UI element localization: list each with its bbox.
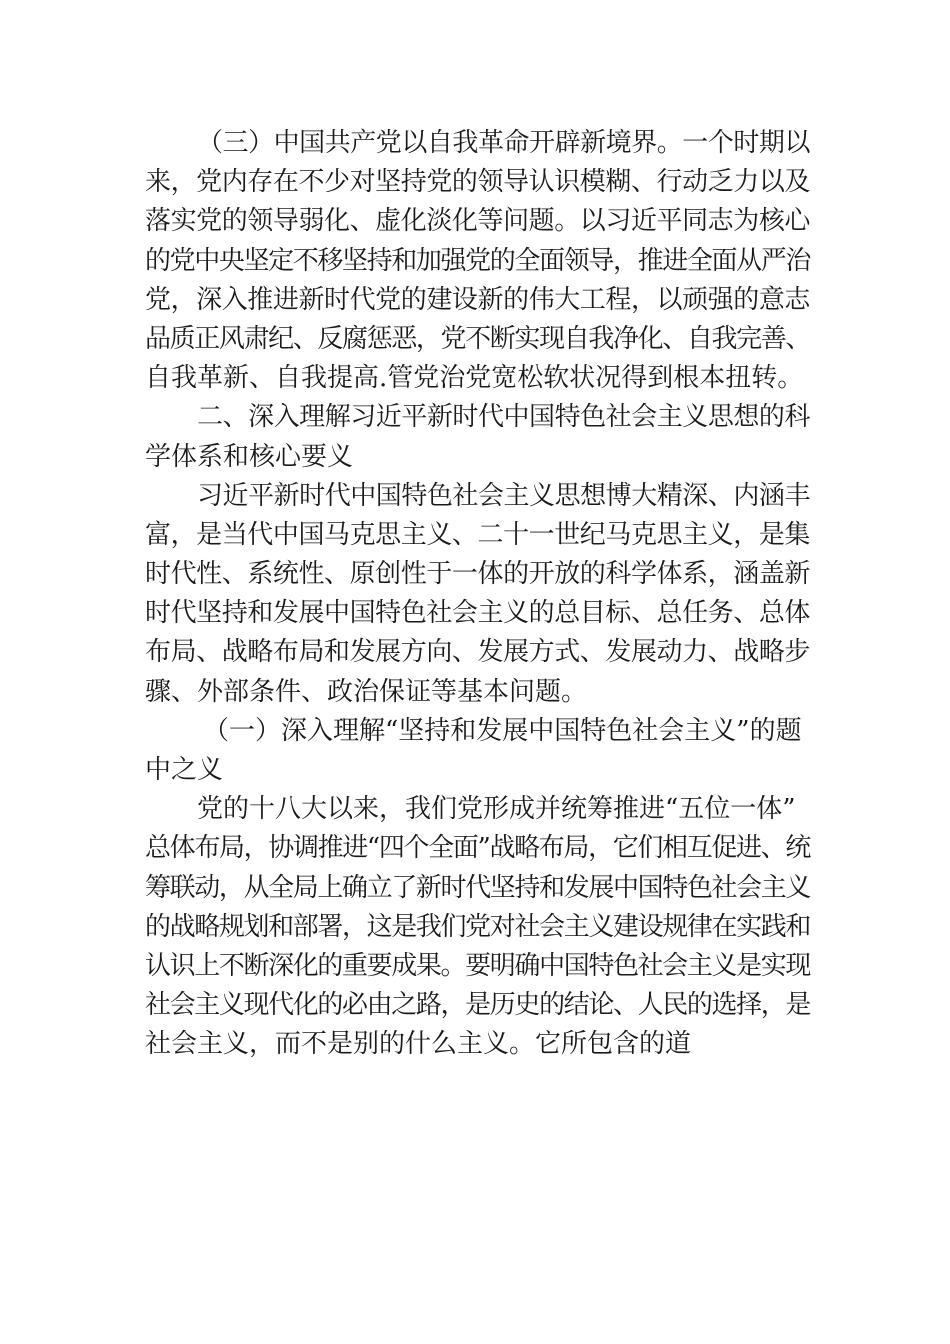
paragraph-line: 来，党内存在不少对坚持党的领导认识模糊、行动乏力以及 [145, 167, 810, 198]
paragraph-line: 品质正风肃纪、反腐惩恶，党不断实现自我净化、自我完善、 [145, 323, 810, 354]
paragraph-line: 社会主义，而不是别的什么主义。它所包含的道 [145, 1029, 692, 1060]
paragraph-line: 骤、外部条件、政治保证等基本问题。 [145, 676, 588, 707]
document-body [145, 124, 810, 1065]
paragraph-line: 富，是当代中国马克思主义、二十一世纪马克思主义，是集 [145, 519, 810, 550]
paragraph-line: （三）中国共产党以自我革命开辟新境界。一个时期以 [197, 128, 810, 158]
subsection-heading-line: （一）深入理解“坚持和发展中国特色社会主义”的题 [203, 715, 802, 746]
paragraph-line: 党，深入推进新时代党的建设新的伟大工程，以顽强的意志 [145, 284, 810, 315]
paragraph-line: 的战略规划和部署，这是我们党对社会主义建设规律在实践和 [145, 911, 810, 942]
paragraph-line: 习近平新时代中国特色社会主义思想博大精深、内涵丰 [197, 480, 810, 511]
paragraph-line: 时代性、系统性、原创性于一体的开放的科学体系，涵盖新 [145, 559, 810, 590]
paragraph-line: 社会主义现代化的必由之路，是历史的结论、人民的选择，是 [145, 990, 810, 1021]
paragraph-line: 布局、战略布局和发展方向、发展方式、发展动力、战略步 [145, 637, 810, 668]
paragraph-line: 认识上不断深化的重要成果。要明确中国特色社会主义是实现 [145, 950, 810, 981]
paragraph-line: 党的十八大以来，我们党形成并统筹推进“五位一体” [197, 794, 796, 825]
paragraph-line: 筹联动，从全局上确立了新时代坚持和发展中国特色社会主义 [145, 872, 810, 903]
paragraph-line: 时代坚持和发展中国特色社会主义的总目标、总任务、总体 [145, 598, 810, 629]
paragraph-line: 落实党的领导弱化、虚化淡化等问题。以习近平同志为核心 [145, 206, 810, 237]
paragraph-line: 的党中央坚定不移坚持和加强党的全面领导，推进全面从严治 [145, 245, 810, 276]
section-heading-line: 二、深入理解习近平新时代中国特色社会主义思想的科 [197, 402, 810, 433]
paragraph-line: 自我革新、自我提高.管党治党宽松软状况得到根本扭转。 [145, 363, 804, 394]
subsection-heading-line: 中之义 [145, 755, 224, 785]
section-heading-line: 学体系和核心要义 [145, 441, 354, 472]
paragraph-line: 总体布局，协调推进“四个全面”战略布局，它们相互促进、统 [145, 833, 810, 864]
